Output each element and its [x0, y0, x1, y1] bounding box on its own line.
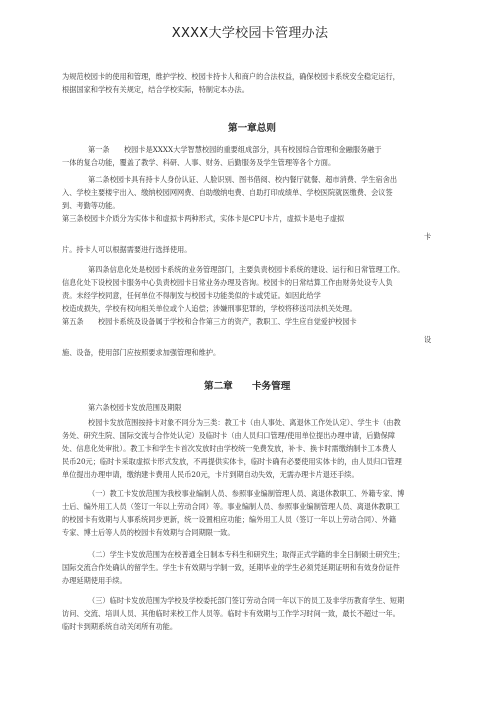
article-line: 的校园卡有效期与人事系统同步更新，统一设置相应功能；编外用工人员（签订一年以上劳动合同）、外籍: [62, 515, 397, 524]
article-line: 第六条校园卡发放范围及期限: [88, 403, 182, 412]
article-line: 第二条校园卡具有持卡人身份认证、人脸识别、图书借阅、校内餐厅就餐、超市消费、学生宿舍出: [88, 175, 398, 184]
article-line: 入、学校主要楼宇出入、缴纳校园网网费、自助缴纳电费、自助打印成绩单、学校医院就医缴费、会议签: [62, 188, 393, 197]
article-line: 责。未经学校同意，任何单位不得制发与校园卡功能类似的卡或凭证。如因此给学: [62, 291, 321, 300]
article-line: 校造成损失，学校有权向相关单位或个人追偿；涉嫌刑事犯罪的，学校将移送司法机关处理。: [62, 304, 357, 313]
article-line: 第四条信息化处是校园卡系统的业务管理部门，主要负责校园卡系统的建设、运行和日常管理工作。: [88, 265, 405, 274]
document-title: XXXX大学校园卡管理办法: [171, 26, 329, 41]
article-line: 第一条 校园卡是XXXX大学智慧校园的重要组成部分，具有校园综合管理和金融服务融于: [88, 145, 382, 154]
article-line: 访问、交流、培训人员、其他临时来校工作人员等。临时卡有效期与工作学习时间一致，最长不超过一年。: [62, 609, 400, 618]
chapter-1-heading: 第一章总则: [228, 123, 276, 134]
article-line: 国际交流合作处确认的留学生。学生卡有效期与学制一致，延期毕业的学生必须凭延期证明和有效身份证件: [62, 563, 400, 572]
article-line: 施、设备，使用部门应按照要求加强管理和维护。: [62, 348, 221, 357]
intro-line: 为规范校园卡的使用和管理，维护学校、校园卡持卡人和商户的合法权益，确保校园卡系统安全稳定运行，: [62, 72, 400, 81]
article-line: 信息化处下设校园卡服务中心负责校园卡日常业务办理及咨询。校园卡的日常结算工作由财务处设专人负: [62, 278, 393, 287]
article-line: 办理延期使用手续。: [62, 576, 127, 585]
article-line: （一）教工卡发放范围为我校事业编制人员、参照事业编制管理人员、离退休教职工、外籍专家、博: [88, 489, 405, 498]
article-line: 民币20元；临时卡采取虚拟卡形式发放，不再提供实体卡，临时卡确有必要使用实体卡的，由人员归口管理: [62, 457, 402, 466]
article-line: （二）学生卡发放范围为在校普通全日制本专科生和研究生；取得正式学籍的非全日制硕士研究生；: [88, 550, 405, 559]
article-line: 一体的复合功能，覆盖了教学、科研、人事、财务、后勤服务及学生管理等各个方面。: [62, 158, 336, 167]
article-line: 校园卡发放范围按持卡对象不同分为三类：教工卡（由人事处、离退休工作处认定）、学生卡（由教: [88, 418, 401, 427]
intro-line: 根据国家和学校有关规定，结合学校实际，特制定本办法。: [62, 85, 249, 94]
article-line: 到、考勤等功能。: [62, 201, 120, 210]
article-line: 处、信息化处审批）。教工卡和学生卡首次发放时由学校统一免费发放，补卡、换卡时需缴纳制卡工本费人: [62, 444, 397, 453]
chapter-2-heading: 第二章 卡务管理: [204, 381, 291, 392]
article-line: 第三条校园卡介质分为实体卡和虚拟卡两种形式，实体卡是CPU卡片，虚拟卡是电子虚拟: [62, 214, 345, 223]
article-line: 设: [424, 335, 432, 344]
article-line: 第五条 校园卡系统及设备属于学校和合作第三方的资产，教职工、学生应自觉爱护校园卡: [62, 317, 357, 326]
article-line: 卡: [424, 232, 432, 241]
article-line: （三）临时卡发放范围为学校及学校委托部门签订劳动合同一年以下的员工及非学历教育学生、短期: [88, 596, 405, 605]
article-line: 单位提出办理申请，缴纳建卡费用人民币20元，卡片到期自动失效，无需办理卡片退还手续。: [62, 470, 359, 479]
article-line: 临时卡到期系统自动关闭所有功能。: [62, 622, 178, 631]
article-line: 片。持卡人可以根据需要进行选择使用。: [62, 245, 192, 254]
article-line: 士后、编外用工人员（签订一年以上劳动合同）等。事业编制人员、参照事业编制管理人员、离退休教职工: [62, 502, 400, 511]
article-line: 专家、博士后等人员的校园卡有效期与合同期限一致。: [62, 528, 235, 537]
article-line: 务处、研究生院、国际交流与合作处认定）及临时卡（由人员归口管理/使用单位提出办理申请，后勤保障: [62, 431, 396, 440]
